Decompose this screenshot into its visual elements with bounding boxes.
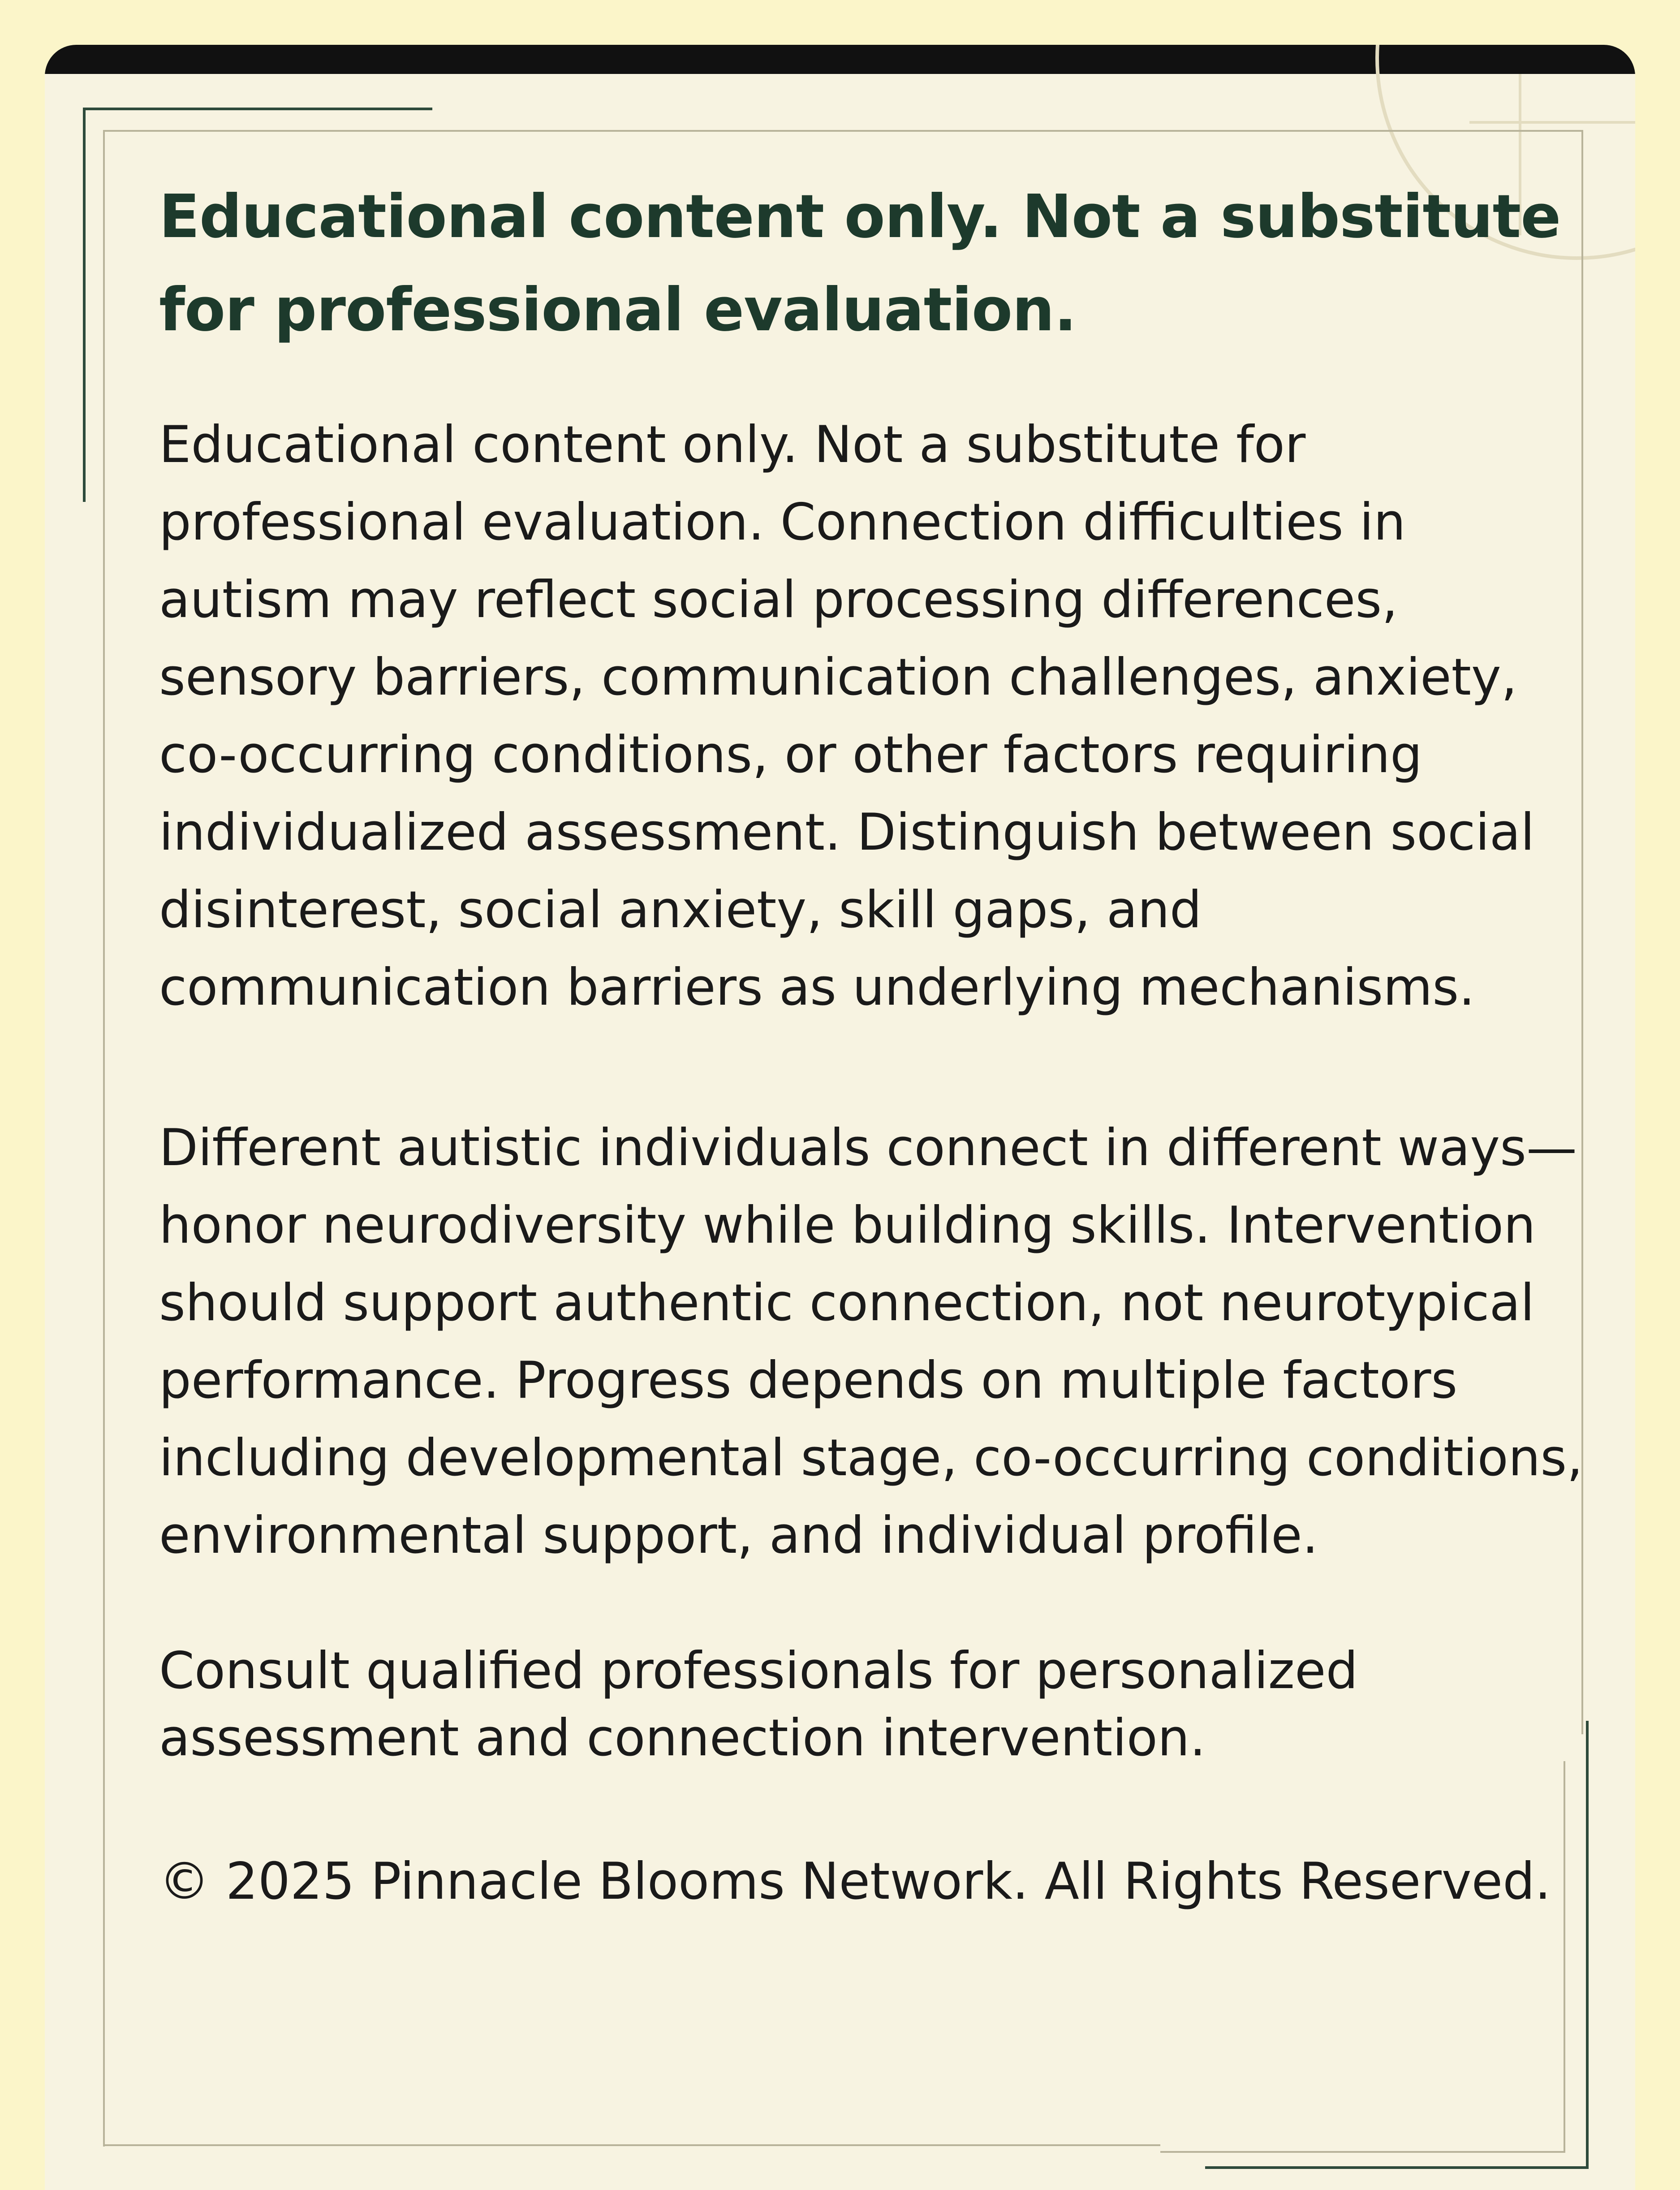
- frame-corner-bottom-right-inner-horizontal: [1160, 2151, 1565, 2153]
- disclaimer-content: [159, 170, 1593, 1915]
- frame-inner-top-horizontal: [103, 130, 1581, 132]
- frame-inner-left-vertical: [103, 130, 105, 2147]
- disclaimer-heading: Educational content only. Not a substitute for professional evaluation.: [159, 182, 1561, 345]
- disclaimer-paragraph-neurodiversity: Different autistic individuals connect in different ways—honor neurodiversity while building skills. Intervention should support authentic connection, not neurotypical performance. Progress depends on multiple factors including developmental stage, co-occurring conditions, environmental support, and individual profile.: [159, 1118, 1583, 1565]
- disclaimer-card: [45, 45, 1635, 2190]
- disclaimer-paragraph-assessment: Educational content only. Not a substitute for professional evaluation. Connection difficulties in autism may reflect social processing differences, sensory barriers, communication challenges, anxiety, co-occurring conditions, or other factors requiring individualized assessment. Distinguish between social disinterest, social anxiety, skill gaps, and communication barriers as underlying mechanisms.: [159, 415, 1535, 1017]
- frame-corner-top-left-vertical: [83, 108, 86, 502]
- copyright-notice: © 2025 Pinnacle Blooms Network. All Rights Reserved.: [159, 1852, 1551, 1911]
- frame-corner-bottom-right-horizontal: [1205, 2166, 1589, 2169]
- disclaimer-paragraph-consult: Consult qualified professionals for personalized assessment and connection intervention.: [159, 1641, 1358, 1767]
- frame-inner-bottom-horizontal: [103, 2144, 1160, 2146]
- frame-corner-top-left-horizontal: [83, 108, 432, 110]
- decorative-line: [1469, 121, 1635, 124]
